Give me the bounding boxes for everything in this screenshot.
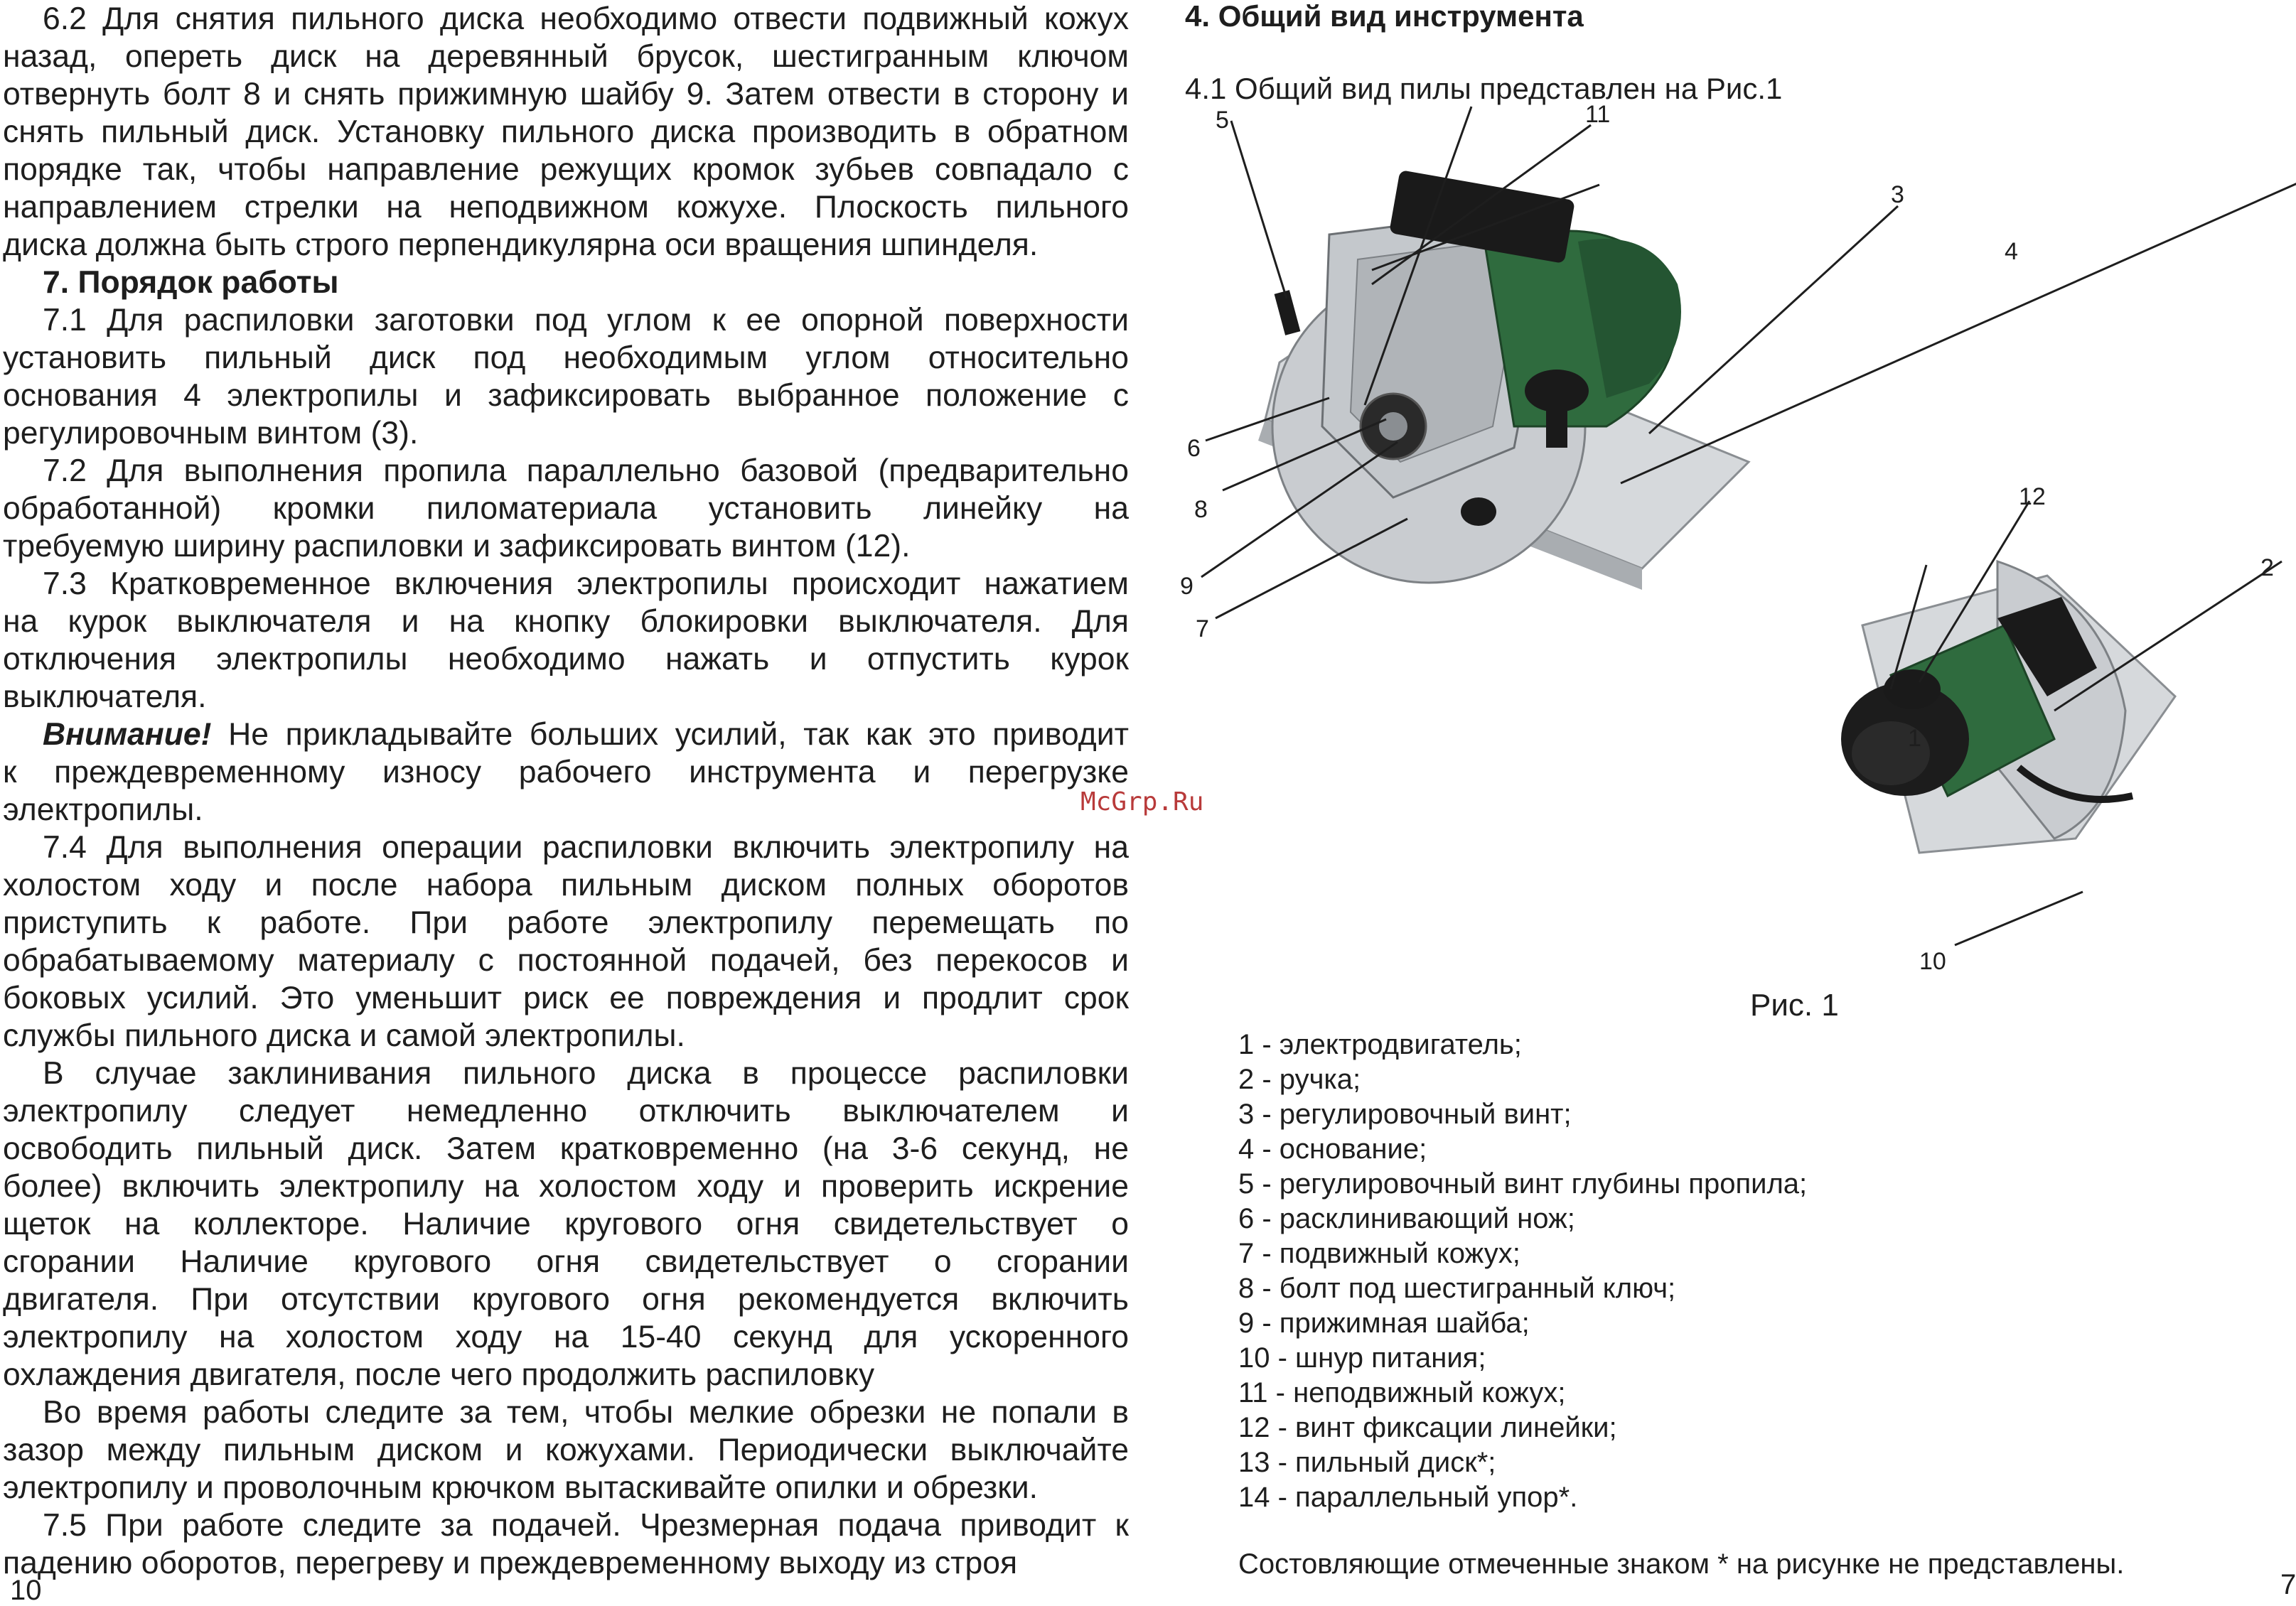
text-line: направлением стрелки на неподвижном кожухе. Плоскость пильного [3,190,1129,225]
text-line: 7.5 При работе следите за подачей. Чрезмерная подача приводит к [43,1508,1129,1543]
text-line: отвернуть болт 8 и снять прижимную шайбу 9. Затем отвести в сторону и [3,77,1129,112]
figure-label-5: 5 [1216,107,1229,134]
text-line: выключателя. [3,679,207,714]
page-number-left: 10 [10,1575,42,1606]
legend-item: 5 - регулировочный винт глубины пропила; [1238,1168,1808,1200]
text-line: электропилу на холостом ходу на 15-40 секунд для ускоренного [3,1320,1129,1354]
watermark: McGrp.Ru [1080,787,1204,817]
text-line: установить пильный диск под необходимым углом относительно [3,340,1129,375]
warning-label: Внимание! [43,717,212,752]
text-line: службы пильного диска и самой электропилы. [3,1018,685,1053]
legend-item: 10 - шнур питания; [1238,1342,1486,1374]
section-heading: 4. Общий вид инструмента [1185,0,1584,33]
text-line: охлаждения двигателя, после чего продолжить распиловку [3,1357,875,1392]
text-line: В случае заклинивания пильного диска в процессе распиловки [43,1056,1129,1091]
legend-item: 12 - винт фиксации линейки; [1238,1412,1617,1443]
text-line: снять пильный диск. Установку пильного диска производить в обратном [3,114,1129,149]
text-line: электропилы. [3,792,203,827]
saw-figure [1180,101,2289,981]
text-line: 6.2 Для снятия пильного диска необходимо отвести подвижный кожух [43,1,1129,36]
text-line: более) включить электропилу на холостом ходу и проверить искрение [3,1169,1129,1204]
legend-item: 9 - прижимная шайба; [1238,1308,1530,1339]
text-line: основания 4 электропилы и зафиксировать выбранное положение с [3,378,1129,413]
section-heading: 7. Порядок работы [43,265,339,300]
text-line: 7.3 Кратковременное включения электропилы происходит нажатием [43,566,1129,601]
warning-line [3,716,1129,753]
legend-item: 8 - болт под шестигранный ключ; [1238,1273,1676,1304]
text-line: к преждевременному износу рабочего инструмента и перегрузке [3,755,1129,789]
legend-item: 11 - неподвижный кожух; [1238,1377,1566,1408]
text-line: на курок выключателя и на кнопку блокировки выключателя. Для [3,604,1129,639]
text-line: двигателя. При отсутствии кругового огня рекомендуется включить [3,1282,1129,1317]
text-line: назад, опереть диск на деревянный брусок, шестигранным ключом [3,39,1129,74]
text-line: обработанной) кромки пиломатериала установить линейку на [3,491,1129,526]
legend-list [1238,1028,1807,1515]
text-line: электропилу следует немедленно отключить выключателем и [3,1094,1129,1128]
text-line: Во время работы следите за тем, чтобы мелкие обрезки не попали в [43,1395,1129,1430]
text-line: порядке так, чтобы направление режущих кромок зубьев совпадало с [3,152,1129,187]
text-line: сгорании Наличие кругового огня свидетельствует о сгорании [3,1244,1129,1279]
legend-item: 2 - ручка; [1238,1064,1361,1095]
figure-label-4: 4 [2005,238,2018,265]
text-line: электропилу и проволочным крючком вытаскивайте опилки и обрезки. [3,1470,1038,1505]
text-line: холостом ходу и после набора пильным диском полных оборотов [3,868,1129,902]
legend-item: 13 - пильный диск*; [1238,1447,1496,1478]
text-line: освободить пильный диск. Затем кратковременно (на 3-6 секунд, не [3,1131,1129,1166]
figure-label-11: 11 [1585,101,1611,128]
legend-item: 1 - электродвигатель; [1238,1029,1522,1060]
legend-item: 7 - подвижный кожух; [1238,1238,1520,1269]
saw-bottom-view [1841,561,2175,853]
text-line: отключения электропилы необходимо нажать и отпустить курок [3,642,1129,677]
figure-label-9: 9 [1180,573,1193,600]
intro-text: 4.1 Общий вид пилы представлен на Рис.1 [1185,72,1783,105]
figure-label-2: 2 [2260,554,2274,581]
legend-item: 14 - параллельный упор*. [1238,1482,1578,1513]
legend-item: 3 - регулировочный винт; [1238,1099,1572,1130]
text-line: боковых усилий. Это уменьшит риск ее повреждения и продлит срок [3,981,1129,1015]
figure-label-1: 1 [1908,725,1921,752]
text-line: 7.4 Для выполнения операции распиловки включить электропилу на [43,830,1129,865]
text-line: зазор между пильным диском и кожухами. Периодически выключайте [3,1433,1129,1467]
legend-item: 4 - основание; [1238,1133,1427,1165]
text-line: диска должна быть строго перпендикулярна оси вращения шпинделя. [3,227,1039,262]
text-line: 7.2 Для выполнения пропила параллельно базовой (предварительно [43,453,1129,488]
saw-top-view [1258,170,1749,590]
figure-label-8: 8 [1194,496,1208,523]
figure-label-6: 6 [1187,435,1201,462]
figure-label-12: 12 [2019,483,2046,510]
text-line: требуемую ширину распиловки и зафиксировать винтом (12). [3,529,911,564]
text-line: обрабатываемому материалу с постоянной подачей, без перекосов и [3,943,1129,978]
footnote: Состовляющие отмеченные знаком * на рисунке не представлены. [1238,1548,2125,1580]
page-number-right: 7 [2280,1569,2296,1600]
text-line: 7.1 Для распиловки заготовки под углом к ее опорной поверхности [43,303,1129,338]
text-line: приступить к работе. При работе электропилу перемещать по [3,905,1129,940]
text-line: щеток на коллекторе. Наличие кругового огня свидетельствует о [3,1207,1129,1241]
text-line: падению оборотов, перегреву и преждевременному выходу из строя [3,1546,1018,1580]
figure-label-10: 10 [1919,948,1946,975]
figure-caption: Рис. 1 [1750,988,1839,1023]
figure-label-7: 7 [1196,615,1209,642]
text-line: регулировочным винтом (3). [3,416,419,451]
warning-text: Не прикладывайте больших усилий, так как это приводит [211,717,1129,752]
legend-item: 6 - расклинивающий нож; [1238,1203,1575,1234]
figure-label-3: 3 [1891,181,1904,208]
